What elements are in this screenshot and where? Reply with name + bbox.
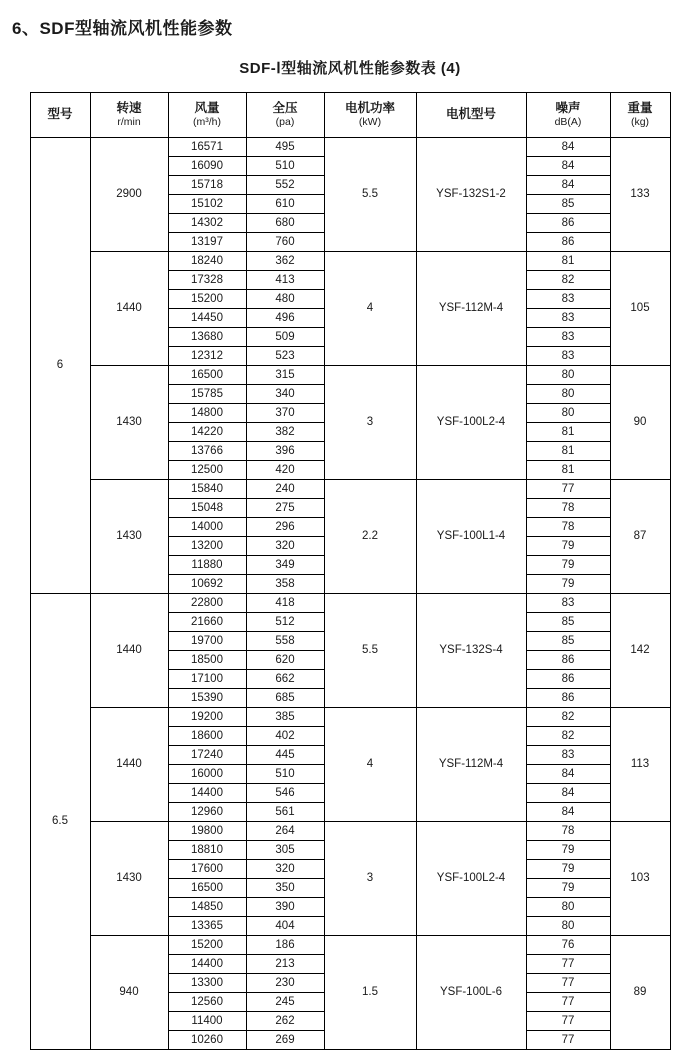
cell-motor-model: YSF-100L2-4 (416, 366, 526, 480)
cell-noise: 82 (526, 727, 610, 746)
cell-flow: 14800 (168, 404, 246, 423)
page-title: 6、SDF型轴流风机性能参数 (12, 19, 233, 38)
column-header-pressure: 全压 (pa) (246, 93, 324, 138)
cell-noise: 77 (526, 974, 610, 993)
table-header (30, 93, 670, 138)
cell-noise: 86 (526, 214, 610, 233)
cell-speed: 1430 (90, 366, 168, 480)
cell-weight: 103 (610, 822, 670, 936)
cell-weight: 89 (610, 936, 670, 1050)
cell-weight: 105 (610, 252, 670, 366)
table-row (30, 708, 670, 727)
cell-weight: 133 (610, 138, 670, 252)
cell-weight: 90 (610, 366, 670, 480)
cell-flow: 16090 (168, 157, 246, 176)
table-row (30, 936, 670, 955)
column-header-model: 型号 (30, 93, 90, 138)
cell-noise: 77 (526, 1012, 610, 1031)
cell-pressure: 445 (246, 746, 324, 765)
cell-motor-model: YSF-112M-4 (416, 252, 526, 366)
cell-pressure: 315 (246, 366, 324, 385)
cell-pressure: 269 (246, 1031, 324, 1050)
cell-motor-model: YSF-100L2-4 (416, 822, 526, 936)
cell-pressure: 213 (246, 955, 324, 974)
cell-noise: 79 (526, 879, 610, 898)
table-row (30, 138, 670, 157)
table-row (30, 366, 670, 385)
cell-weight: 87 (610, 480, 670, 594)
cell-pressure: 362 (246, 252, 324, 271)
cell-pressure: 262 (246, 1012, 324, 1031)
cell-noise: 85 (526, 632, 610, 651)
cell-speed: 1440 (90, 252, 168, 366)
cell-flow: 12960 (168, 803, 246, 822)
cell-motor-power: 1.5 (324, 936, 416, 1050)
cell-pressure: 404 (246, 917, 324, 936)
cell-flow: 18810 (168, 841, 246, 860)
cell-flow: 17328 (168, 271, 246, 290)
cell-noise: 77 (526, 1031, 610, 1050)
column-header-motor-model: 电机型号 (416, 93, 526, 138)
cell-motor-power: 5.5 (324, 594, 416, 708)
column-header-noise: 噪声 dB(A) (526, 93, 610, 138)
cell-pressure: 402 (246, 727, 324, 746)
cell-noise: 86 (526, 689, 610, 708)
cell-flow: 13197 (168, 233, 246, 252)
cell-pressure: 480 (246, 290, 324, 309)
cell-noise: 85 (526, 613, 610, 632)
cell-noise: 83 (526, 309, 610, 328)
cell-flow: 17240 (168, 746, 246, 765)
cell-flow: 18500 (168, 651, 246, 670)
cell-noise: 83 (526, 746, 610, 765)
cell-flow: 15718 (168, 176, 246, 195)
column-header-flow: 风量 (m³/h) (168, 93, 246, 138)
cell-noise: 79 (526, 841, 610, 860)
cell-flow: 12560 (168, 993, 246, 1012)
cell-flow: 15390 (168, 689, 246, 708)
cell-pressure: 358 (246, 575, 324, 594)
cell-flow: 15048 (168, 499, 246, 518)
cell-speed: 1440 (90, 594, 168, 708)
cell-pressure: 510 (246, 765, 324, 784)
document-page (0, 14, 700, 1046)
cell-flow: 14850 (168, 898, 246, 917)
cell-flow: 18600 (168, 727, 246, 746)
cell-pressure: 680 (246, 214, 324, 233)
table-row (30, 822, 670, 841)
cell-flow: 14220 (168, 423, 246, 442)
cell-motor-model: YSF-132S-4 (416, 594, 526, 708)
cell-pressure: 558 (246, 632, 324, 651)
cell-pressure: 546 (246, 784, 324, 803)
cell-pressure: 413 (246, 271, 324, 290)
cell-noise: 77 (526, 955, 610, 974)
cell-flow: 22800 (168, 594, 246, 613)
cell-speed: 1430 (90, 822, 168, 936)
cell-flow: 13766 (168, 442, 246, 461)
cell-pressure: 186 (246, 936, 324, 955)
cell-pressure: 760 (246, 233, 324, 252)
cell-pressure: 349 (246, 556, 324, 575)
cell-pressure: 320 (246, 537, 324, 556)
cell-flow: 14400 (168, 784, 246, 803)
cell-pressure: 230 (246, 974, 324, 993)
table-row (30, 594, 670, 613)
cell-noise: 86 (526, 651, 610, 670)
cell-noise: 81 (526, 461, 610, 480)
cell-noise: 80 (526, 366, 610, 385)
cell-flow: 19200 (168, 708, 246, 727)
cell-pressure: 512 (246, 613, 324, 632)
cell-flow: 10692 (168, 575, 246, 594)
cell-pressure: 240 (246, 480, 324, 499)
table-row (30, 252, 670, 271)
cell-noise: 81 (526, 252, 610, 271)
cell-noise: 80 (526, 404, 610, 423)
cell-pressure: 552 (246, 176, 324, 195)
cell-pressure: 561 (246, 803, 324, 822)
cell-speed: 940 (90, 936, 168, 1050)
cell-noise: 84 (526, 157, 610, 176)
cell-pressure: 275 (246, 499, 324, 518)
cell-flow: 14302 (168, 214, 246, 233)
cell-flow: 14400 (168, 955, 246, 974)
cell-motor-model: YSF-132S1-2 (416, 138, 526, 252)
cell-flow: 19800 (168, 822, 246, 841)
cell-flow: 17600 (168, 860, 246, 879)
cell-pressure: 420 (246, 461, 324, 480)
cell-noise: 84 (526, 176, 610, 195)
cell-speed: 1440 (90, 708, 168, 822)
cell-noise: 84 (526, 765, 610, 784)
cell-pressure: 685 (246, 689, 324, 708)
cell-noise: 84 (526, 803, 610, 822)
cell-pressure: 509 (246, 328, 324, 347)
cell-noise: 78 (526, 499, 610, 518)
column-header-weight: 重量 (kg) (610, 93, 670, 138)
cell-model: 6.5 (30, 594, 90, 1050)
cell-pressure: 296 (246, 518, 324, 537)
cell-motor-power: 5.5 (324, 138, 416, 252)
cell-noise: 86 (526, 670, 610, 689)
cell-pressure: 320 (246, 860, 324, 879)
cell-model: 6 (30, 138, 90, 594)
cell-noise: 83 (526, 290, 610, 309)
cell-noise: 80 (526, 898, 610, 917)
cell-pressure: 620 (246, 651, 324, 670)
cell-flow: 11400 (168, 1012, 246, 1031)
cell-noise: 86 (526, 233, 610, 252)
cell-flow: 18240 (168, 252, 246, 271)
cell-pressure: 662 (246, 670, 324, 689)
cell-flow: 12500 (168, 461, 246, 480)
cell-pressure: 305 (246, 841, 324, 860)
cell-flow: 16000 (168, 765, 246, 784)
cell-noise: 84 (526, 784, 610, 803)
cell-noise: 77 (526, 480, 610, 499)
cell-pressure: 350 (246, 879, 324, 898)
column-header-speed: 转速 r/min (90, 93, 168, 138)
column-header-power: 电机功率 (kW) (324, 93, 416, 138)
cell-noise: 79 (526, 537, 610, 556)
cell-flow: 12312 (168, 347, 246, 366)
cell-weight: 113 (610, 708, 670, 822)
cell-noise: 79 (526, 556, 610, 575)
cell-noise: 80 (526, 917, 610, 936)
cell-flow: 17100 (168, 670, 246, 689)
cell-flow: 13365 (168, 917, 246, 936)
cell-flow: 16500 (168, 366, 246, 385)
cell-pressure: 496 (246, 309, 324, 328)
cell-noise: 79 (526, 575, 610, 594)
cell-pressure: 340 (246, 385, 324, 404)
cell-flow: 15840 (168, 480, 246, 499)
cell-pressure: 385 (246, 708, 324, 727)
cell-pressure: 264 (246, 822, 324, 841)
cell-flow: 13300 (168, 974, 246, 993)
cell-noise: 77 (526, 993, 610, 1012)
cell-flow: 16571 (168, 138, 246, 157)
cell-flow: 15102 (168, 195, 246, 214)
cell-speed: 2900 (90, 138, 168, 252)
cell-flow: 15785 (168, 385, 246, 404)
cell-noise: 81 (526, 442, 610, 461)
cell-noise: 79 (526, 860, 610, 879)
cell-pressure: 523 (246, 347, 324, 366)
cell-motor-power: 3 (324, 822, 416, 936)
cell-noise: 80 (526, 385, 610, 404)
cell-flow: 16500 (168, 879, 246, 898)
cell-motor-model: YSF-100L1-4 (416, 480, 526, 594)
cell-pressure: 418 (246, 594, 324, 613)
cell-weight: 142 (610, 594, 670, 708)
cell-speed: 1430 (90, 480, 168, 594)
cell-motor-power: 4 (324, 252, 416, 366)
cell-noise: 78 (526, 822, 610, 841)
fan-performance-table (30, 92, 671, 1050)
cell-noise: 84 (526, 138, 610, 157)
cell-noise: 83 (526, 347, 610, 366)
cell-pressure: 510 (246, 157, 324, 176)
table-body (30, 138, 670, 1050)
cell-pressure: 610 (246, 195, 324, 214)
cell-flow: 13680 (168, 328, 246, 347)
table-header-row (30, 93, 670, 138)
cell-noise: 76 (526, 936, 610, 955)
cell-motor-power: 2.2 (324, 480, 416, 594)
cell-motor-model: YSF-100L-6 (416, 936, 526, 1050)
cell-flow: 15200 (168, 936, 246, 955)
cell-pressure: 495 (246, 138, 324, 157)
cell-pressure: 245 (246, 993, 324, 1012)
cell-flow: 11880 (168, 556, 246, 575)
cell-noise: 83 (526, 594, 610, 613)
cell-pressure: 390 (246, 898, 324, 917)
table-row (30, 480, 670, 499)
cell-noise: 81 (526, 423, 610, 442)
cell-noise: 82 (526, 708, 610, 727)
cell-flow: 10260 (168, 1031, 246, 1050)
cell-motor-model: YSF-112M-4 (416, 708, 526, 822)
cell-noise: 78 (526, 518, 610, 537)
cell-noise: 82 (526, 271, 610, 290)
cell-noise: 85 (526, 195, 610, 214)
cell-pressure: 382 (246, 423, 324, 442)
cell-flow: 13200 (168, 537, 246, 556)
cell-flow: 21660 (168, 613, 246, 632)
table-title: SDF-Ⅰ型轴流风机性能参数表 (4) (239, 60, 461, 77)
cell-pressure: 396 (246, 442, 324, 461)
cell-flow: 14000 (168, 518, 246, 537)
cell-pressure: 370 (246, 404, 324, 423)
cell-flow: 15200 (168, 290, 246, 309)
cell-motor-power: 4 (324, 708, 416, 822)
cell-flow: 14450 (168, 309, 246, 328)
cell-noise: 83 (526, 328, 610, 347)
cell-flow: 19700 (168, 632, 246, 651)
cell-motor-power: 3 (324, 366, 416, 480)
